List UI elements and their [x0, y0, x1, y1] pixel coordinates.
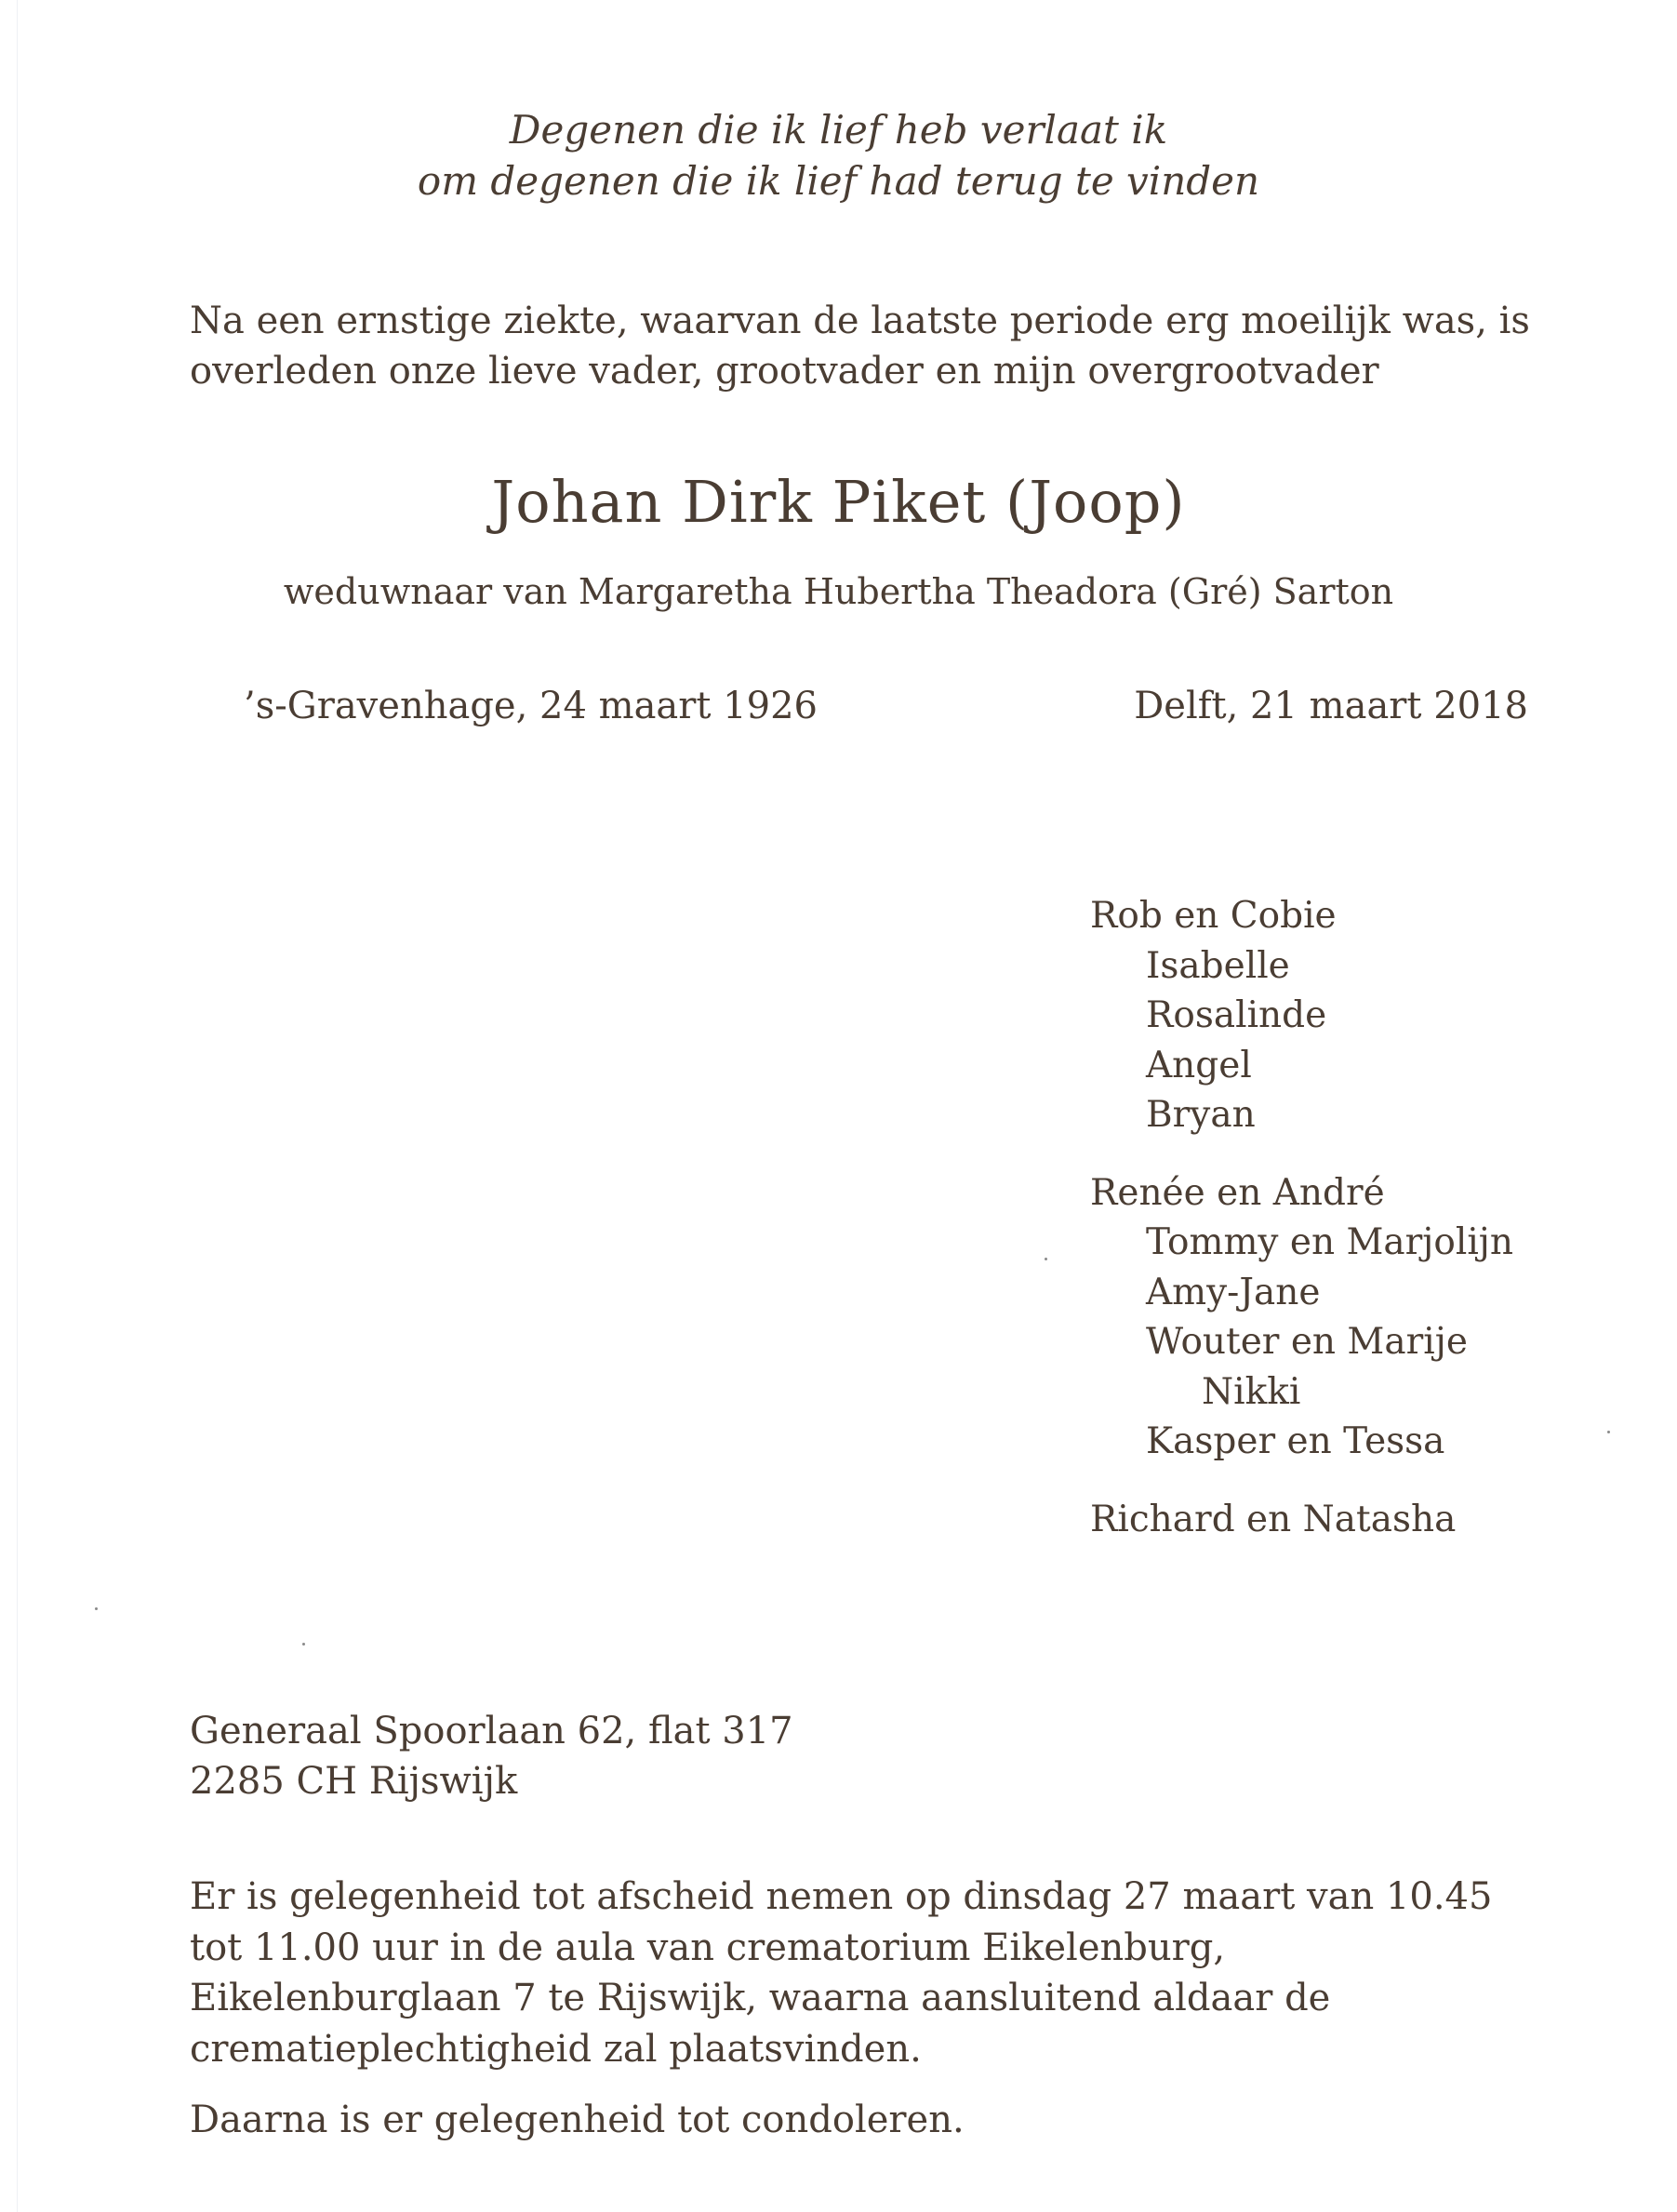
deceased-name: Johan Dirk Piket (Joop) — [491, 468, 1186, 536]
family-member: Bryan — [1146, 1094, 1256, 1136]
family-member: Tommy en Marjolijn — [1146, 1221, 1514, 1263]
family-group-gap — [1090, 1467, 1611, 1495]
scan-speck — [302, 1643, 305, 1646]
motto — [0, 104, 1677, 207]
ceremony-details: Er is gelegenheid tot afscheid nemen op dinsdag 27 maart van 10.45 tot 11.00 uur in de aula van crematorium Eikelenburg, Eikelenburglaan 7 te Rijswijk, waarna aansluitend aldaar de crematieplechtigheid zal plaatsvinden. — [190, 1875, 1493, 2071]
family-member: Angel — [1146, 1044, 1252, 1086]
family-group-gap — [1090, 1140, 1611, 1168]
condolence-note: Daarna is er gelegenheid tot condoleren. — [190, 2099, 965, 2141]
widower-line: weduwnaar van Margaretha Hubertha Theadora (Gré) Sarton — [283, 571, 1394, 612]
scan-edge-line — [17, 0, 18, 2212]
scan-speck — [1607, 1431, 1610, 1433]
family-head: Richard en Natasha — [1090, 1498, 1457, 1540]
family-head: Rob en Cobie — [1090, 895, 1337, 937]
address-city: 2285 CH Rijswijk — [190, 1760, 518, 1803]
correspondence-address — [190, 1706, 793, 1806]
family-great-grandchild: Nikki — [1202, 1370, 1301, 1413]
scan-speck — [95, 1607, 98, 1610]
motto-line-1: Degenen die ik lief heb verlaat ik — [509, 107, 1168, 153]
family-head: Renée en André — [1090, 1171, 1385, 1214]
family-member: Wouter en Marije — [1146, 1321, 1468, 1363]
family-list — [1090, 891, 1611, 1544]
intro-text: Na een ernstige ziekte, waarvan de laatste periode erg moeilijk was, is overleden onze lieve vader, grootvader en mijn overgrootvader — [190, 300, 1530, 393]
family-member: Isabelle — [1146, 944, 1290, 987]
scan-speck — [1045, 1258, 1047, 1260]
death-place-date: Delft, 21 maart 2018 — [1134, 685, 1528, 727]
motto-line-2: om degenen die ik lief had terug te vinden — [417, 158, 1260, 204]
family-member: Amy-Jane — [1146, 1271, 1321, 1313]
birth-place-date: ’s-Gravenhage, 24 maart 1926 — [244, 685, 818, 727]
family-member: Rosalinde — [1146, 994, 1327, 1036]
address-street: Generaal Spoorlaan 62, flat 317 — [190, 1710, 793, 1752]
family-member: Kasper en Tessa — [1146, 1420, 1445, 1462]
